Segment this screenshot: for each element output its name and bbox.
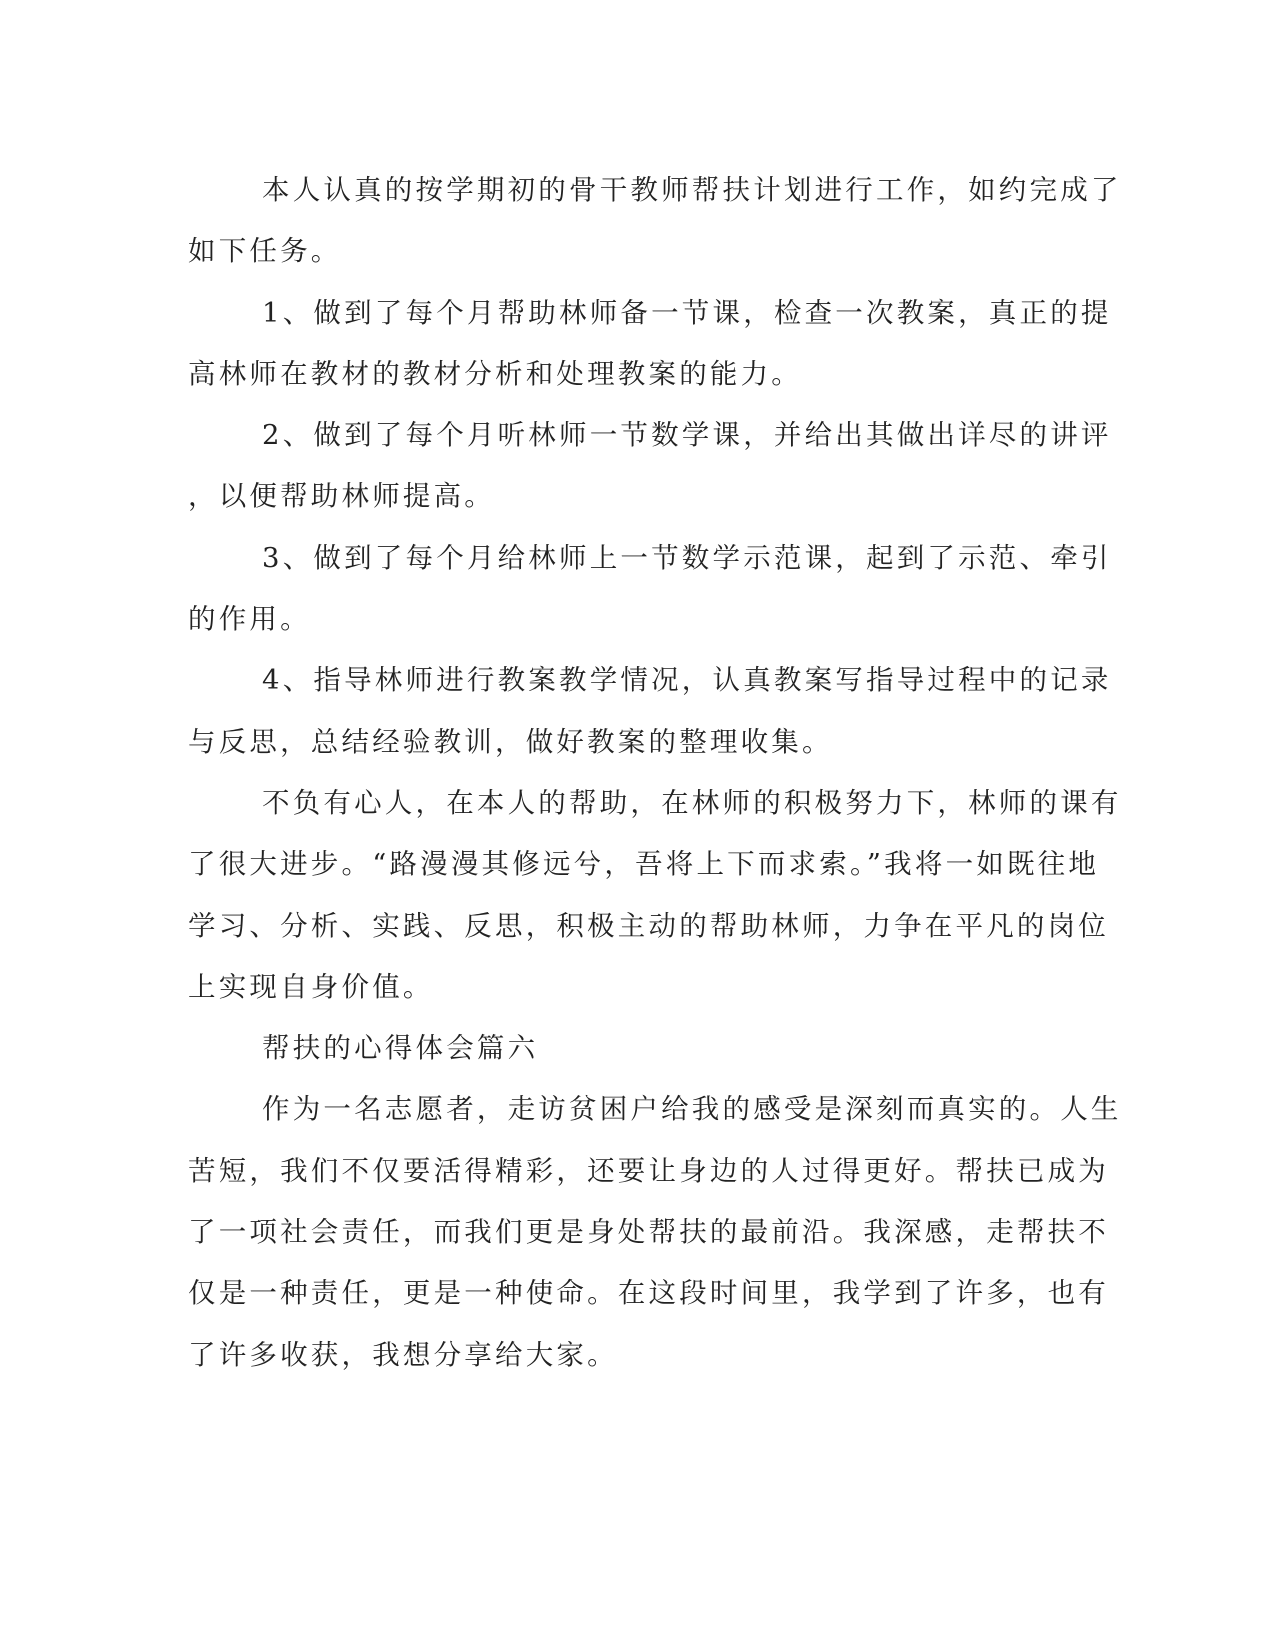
text-line: 不负有心人，在本人的帮助，在林师的积极努力下，林师的课有: [262, 786, 1122, 819]
text-line: 3、做到了每个月给林师上一节数学示范课，起到了示范、牵引: [262, 541, 1112, 574]
text-line: 苦短，我们不仅要活得精彩，还要让身边的人过得更好。帮扶已成为: [188, 1154, 1109, 1187]
section-heading: 帮扶的心得体会篇六: [262, 1032, 539, 1065]
text-line: 与反思，总结经验教训，做好教案的整理收集。: [188, 725, 833, 758]
text-line: 的作用。: [188, 603, 311, 636]
text-line: 仅是一种责任，更是一种使命。在这段时间里，我学到了许多，也有: [188, 1277, 1109, 1310]
text-line: 作为一名志愿者，走访贫困户给我的感受是深刻而真实的。人生: [262, 1093, 1122, 1126]
text-line: ，以便帮助林师提高。: [188, 480, 495, 513]
text-line: 2、做到了每个月听林师一节数学课，并给出其做出详尽的讲评: [262, 419, 1112, 452]
text-line: 了很大进步。“路漫漫其修远兮，吾将上下而求索。”我将一如既往地: [188, 848, 1100, 881]
text-line: 高林师在教材的教材分析和处理教案的能力。: [188, 357, 802, 390]
text-line: 上实现自身价值。: [188, 970, 434, 1003]
text-line: 学习、分析、实践、反思，积极主动的帮助林师，力争在平凡的岗位: [188, 909, 1109, 942]
text-line: 1、做到了每个月帮助林师备一节课，检查一次教案，真正的提: [262, 296, 1112, 329]
text-line: 4、指导林师进行教案教学情况，认真教案写指导过程中的记录: [262, 664, 1112, 697]
document-body: [188, 160, 1122, 1386]
text-line: 如下任务。: [188, 235, 342, 268]
text-line: 本人认真的按学期初的骨干教师帮扶计划进行工作，如约完成了: [262, 174, 1122, 206]
text-line: 了许多收获，我想分享给大家。: [188, 1338, 618, 1371]
text-line: 了一项社会责任，而我们更是身处帮扶的最前沿。我深感，走帮扶不: [188, 1216, 1109, 1249]
